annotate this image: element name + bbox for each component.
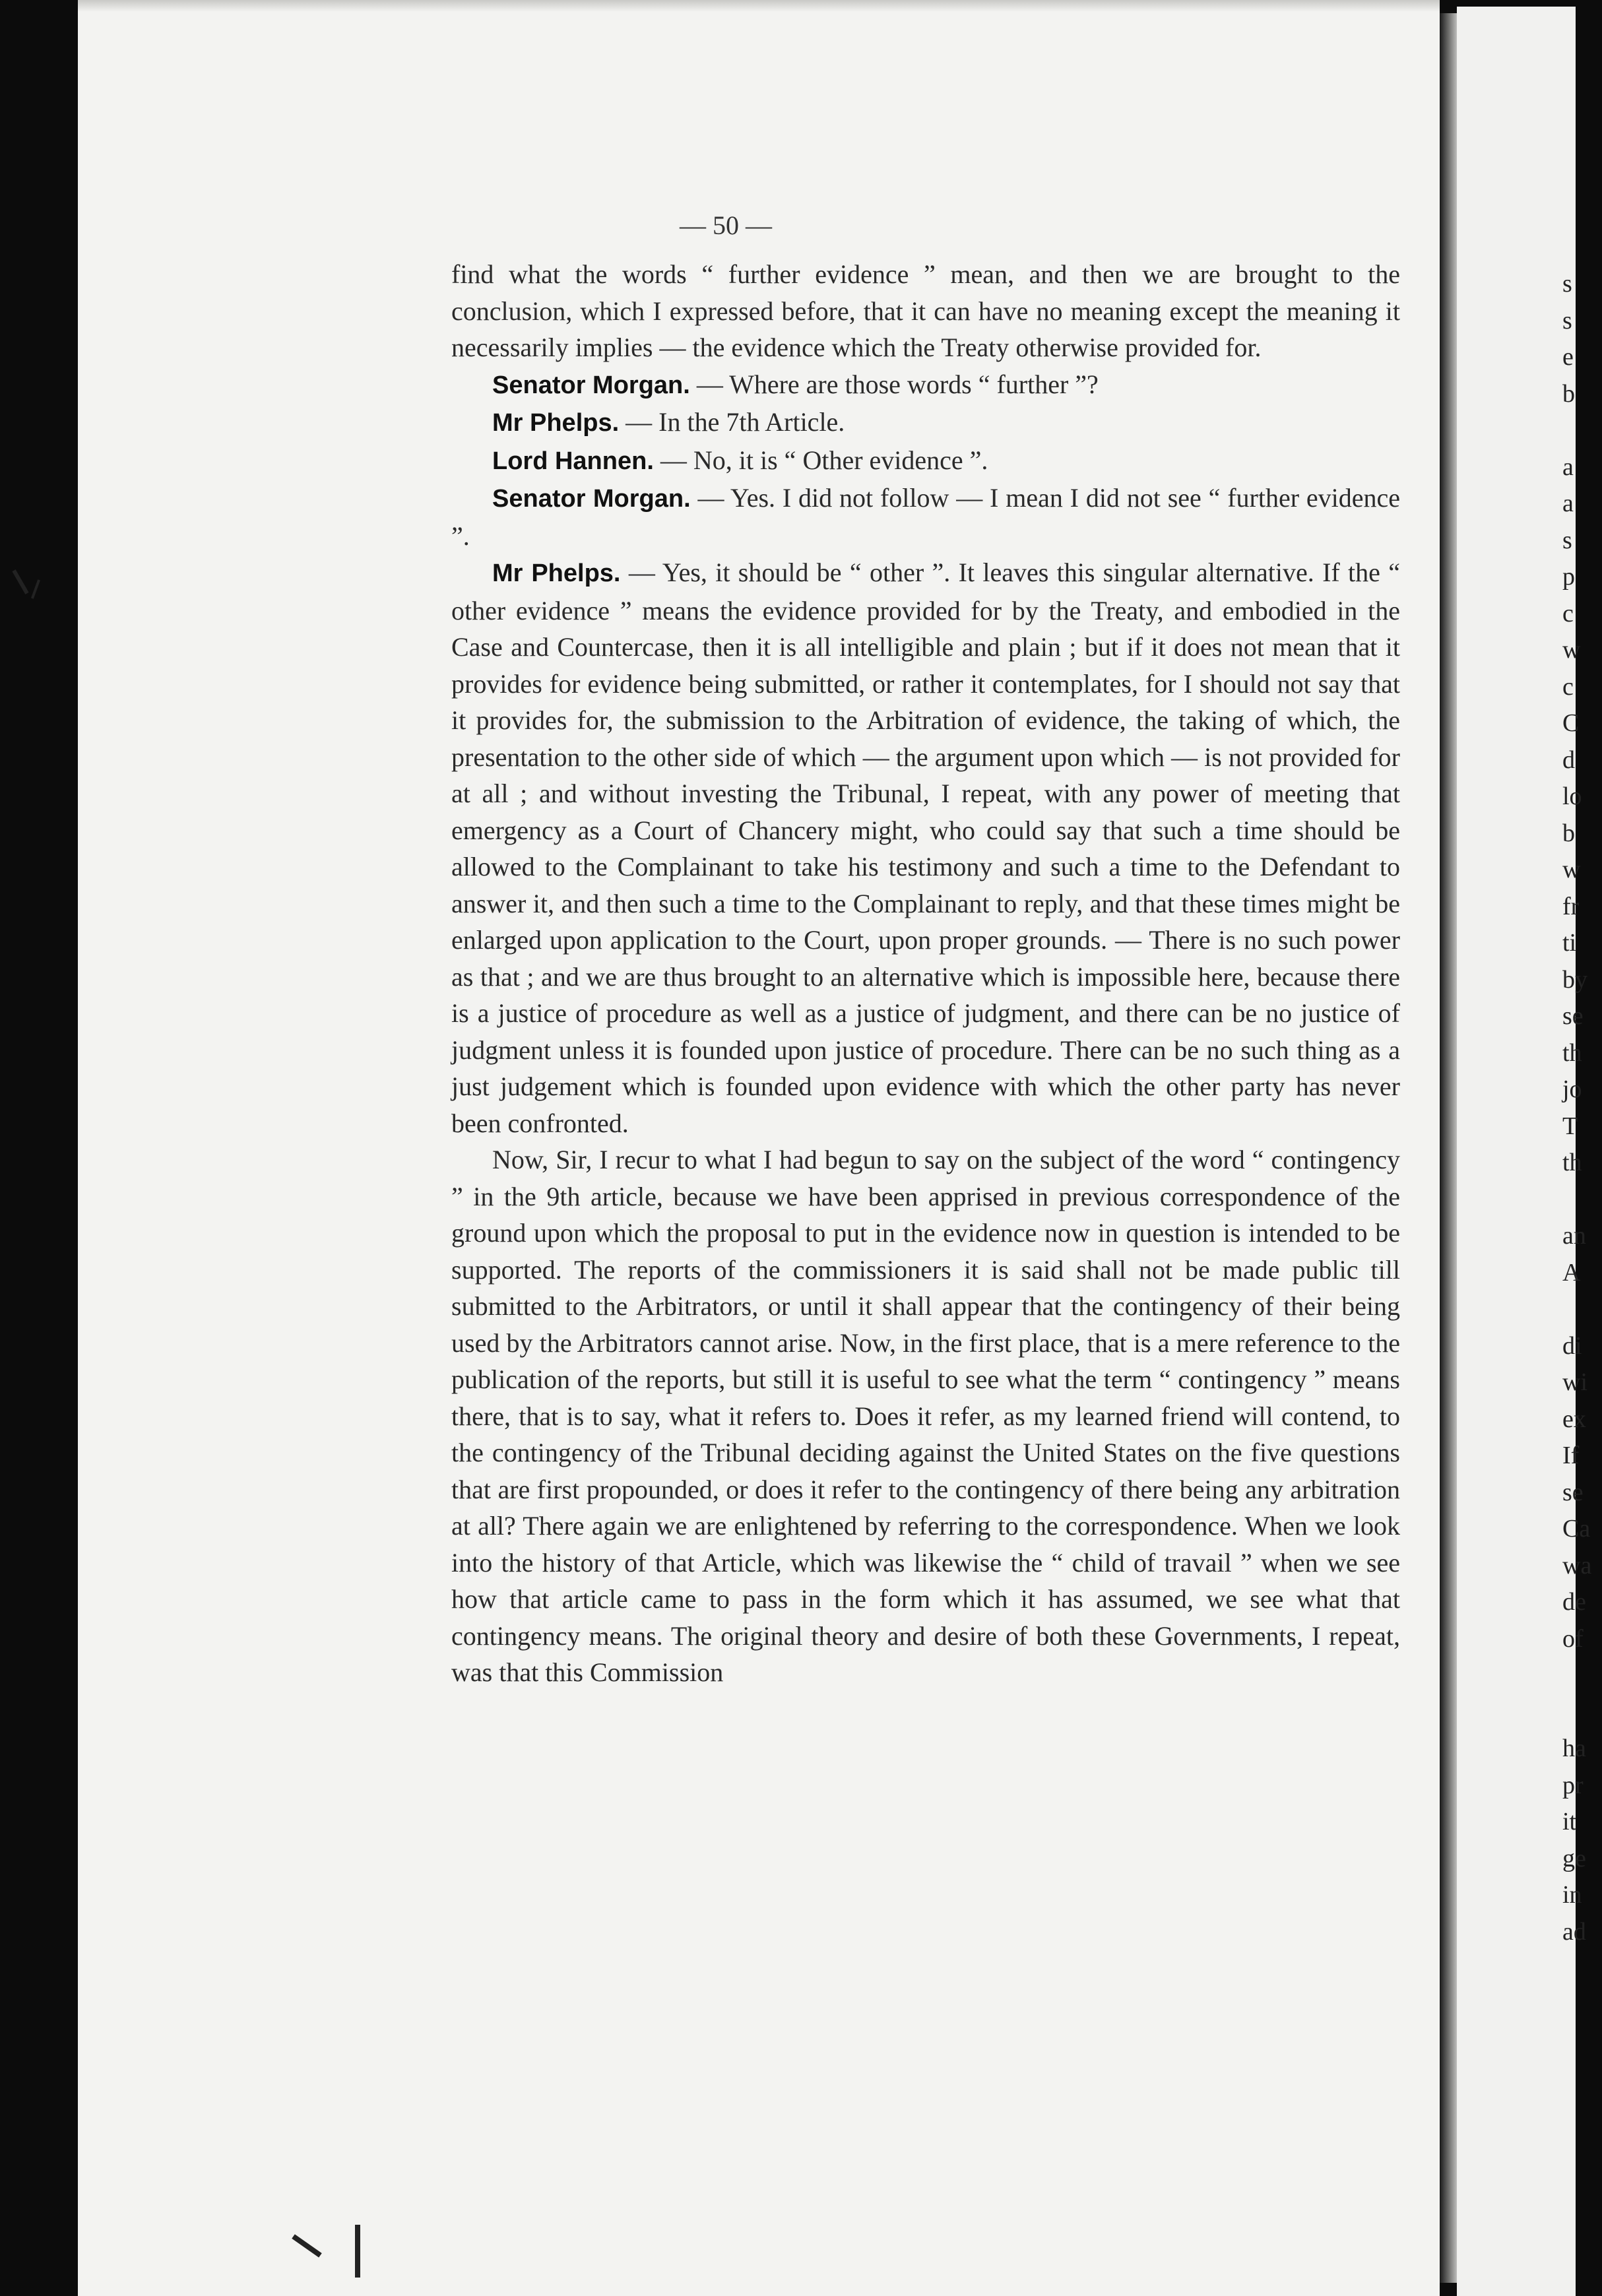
paragraph-2 xyxy=(451,366,1400,404)
scan-mark xyxy=(12,569,28,594)
facing-page-fragment: ad xyxy=(1562,1917,1586,1946)
speaker-name: Lord Hannen. xyxy=(492,447,654,475)
facing-page-fragment: a xyxy=(1562,453,1574,481)
paragraph-text: find what the words “ further evidence ” mean, and then we are brought to the conclusion, which I expressed before, that it can have no meaning except the meaning it necessarily implies — the evidence which the Treaty otherwise provided for. xyxy=(451,259,1400,362)
paragraph-6 xyxy=(451,554,1400,1141)
paragraph-text: — No, it is “ Other evidence ”. xyxy=(660,445,988,475)
facing-page-fragment: ti xyxy=(1562,929,1577,957)
facing-page-fragment: di xyxy=(1562,1331,1582,1360)
facing-page-fragment: b xyxy=(1562,379,1575,408)
speaker-name: Mr Phelps. xyxy=(492,559,621,587)
facing-page-fragment: wi xyxy=(1562,1368,1587,1396)
facing-page-fragment: fr xyxy=(1562,892,1580,920)
facing-page-fragment: se xyxy=(1562,1002,1584,1030)
facing-page-fragment: T xyxy=(1562,1112,1578,1140)
facing-page-fragment: jo xyxy=(1562,1075,1582,1103)
scan-mark xyxy=(355,2225,360,2278)
facing-page-fragment: e xyxy=(1562,343,1574,371)
paragraph-3 xyxy=(451,404,1400,442)
paragraph-text: — Yes. I did not follow — I mean I did not see “ further evidence ”. xyxy=(451,483,1401,551)
facing-page-fragment: A xyxy=(1562,1258,1581,1287)
facing-page-fragment: c xyxy=(1562,672,1574,701)
facing-page-fragment: s xyxy=(1562,270,1572,298)
facing-page-edge xyxy=(1457,7,1592,2296)
facing-page-fragment: ha xyxy=(1562,1735,1586,1762)
paragraph-7 xyxy=(451,1141,1400,1691)
facing-page-fragment: b xyxy=(1562,819,1575,847)
facing-page-fragment: s xyxy=(1562,306,1572,335)
facing-page-fragment: p xyxy=(1562,563,1575,590)
facing-page-fragment: ex xyxy=(1562,1405,1586,1433)
facing-page-fragment: th xyxy=(1562,1038,1582,1067)
speaker-name: Mr Phelps. xyxy=(492,409,620,437)
scan-mark xyxy=(31,579,40,599)
book-page xyxy=(78,0,1440,2296)
facing-page-fragment: wa xyxy=(1562,1551,1592,1579)
speaker-name: Senator Morgan. xyxy=(492,485,691,513)
facing-page-fragment: in xyxy=(1562,1881,1582,1909)
facing-page-fragment: se xyxy=(1562,1478,1584,1506)
paragraph-4 xyxy=(451,442,1400,480)
paragraph-text: — Where are those words “ further ”? xyxy=(696,369,1099,399)
facing-page-fragment: If xyxy=(1562,1442,1580,1469)
facing-page-fragment: Ca xyxy=(1562,1515,1591,1543)
facing-page-fragment: pr xyxy=(1562,1771,1584,1799)
page-number: — 50 — xyxy=(680,210,772,240)
facing-page-fragment: w xyxy=(1562,636,1581,664)
page-text xyxy=(451,256,1400,1691)
facing-page-fragment: ge xyxy=(1562,1844,1586,1872)
facing-page-fragment: a xyxy=(1562,490,1574,517)
facing-page-fragment: c xyxy=(1562,599,1574,627)
paragraph-text: — In the 7th Article. xyxy=(625,407,845,437)
paragraph-text: Now, Sir, I recur to what I had begun to say on the subject of the word “ contingency ” in the 9th article, because we have been apprised in previous correspondence of the ground upon which the proposal to put in the evidence now in question is intended to be supported. The reports of the commissioners it is said shall not be made public till submitted to the Arbitrators, or until it shall appear that the contingency of their being used by the Arbitrators cannot arise. Now, in the first place, that is a mere reference to the publication of the reports, but still it is useful to see what the term “ contingency ” means there, that is to say, what it refers to. Does it refer, as my learned friend will contend, to the contingency of the Tribunal deciding against the United States on the five questions that are first propounded, or does it refer to the contingency of there being any arbitration at all? There again we are enlightened by referring to the correspondence. When we look into the history of that Article, which was likewise the “ child of travail ” when we see how that article came to pass in the form which it has assumed, we see what that contingency means. The original theory and desire of both these Governments, I repeat, was that this Commission xyxy=(451,1145,1400,1687)
paragraph-5 xyxy=(451,480,1400,554)
paragraph-text: — Yes, it should be “ other ”. It leaves this singular alternative. If the “ other evidence ” means the evidence provided for by the Treaty, and embodied in the Case and Countercase, then it is all intelligible and plain ; but if it does not mean that it provides for evidence being submitted, or rather it contemplates, for I should not say that it provides for, the submission to the Arbitration of evidence, the taking of which, the presentation to the other side of which — the argument upon which — is not provided for at all ; and without investing the Tribunal, I repeat, with any power of meeting that emergency as a Court of Chancery might, who could say that such a time should be allowed to the Complainant to take his testimony and such a time to the Defendant to answer it, and then such a time to the Complainant to reply, and that these times might be enlarged upon application to the Court, upon proper grounds. — There is no such power as that ; and we are thus brought to an alternative which is impossible here, because there is a justice of procedure as well as a justice of judgment, and there can be no justice of judgment unless it is founded upon justice of procedure. There can be no such thing as a just judgement which is founded upon evidence with which the other party has never been confronted. xyxy=(451,558,1401,1138)
facing-page-fragment: th xyxy=(1562,1149,1582,1176)
paragraph-1 xyxy=(451,256,1400,366)
facing-page-fragment: de xyxy=(1562,1588,1586,1616)
facing-page-fragment: d xyxy=(1562,746,1575,774)
facing-page-fragment: s xyxy=(1562,526,1572,554)
speaker-name: Senator Morgan. xyxy=(492,371,690,399)
facing-page-fragment: of xyxy=(1562,1624,1584,1653)
book-spine-shadow xyxy=(1440,13,1457,2283)
facing-page-fragment: an xyxy=(1562,1222,1586,1250)
facing-page-fragment: C xyxy=(1562,709,1580,737)
facing-page-fragment: by xyxy=(1562,965,1587,994)
facing-page-fragment: it xyxy=(1562,1808,1577,1835)
facing-page-fragment: w xyxy=(1562,856,1581,883)
facing-page-fragment: lo xyxy=(1562,782,1582,810)
